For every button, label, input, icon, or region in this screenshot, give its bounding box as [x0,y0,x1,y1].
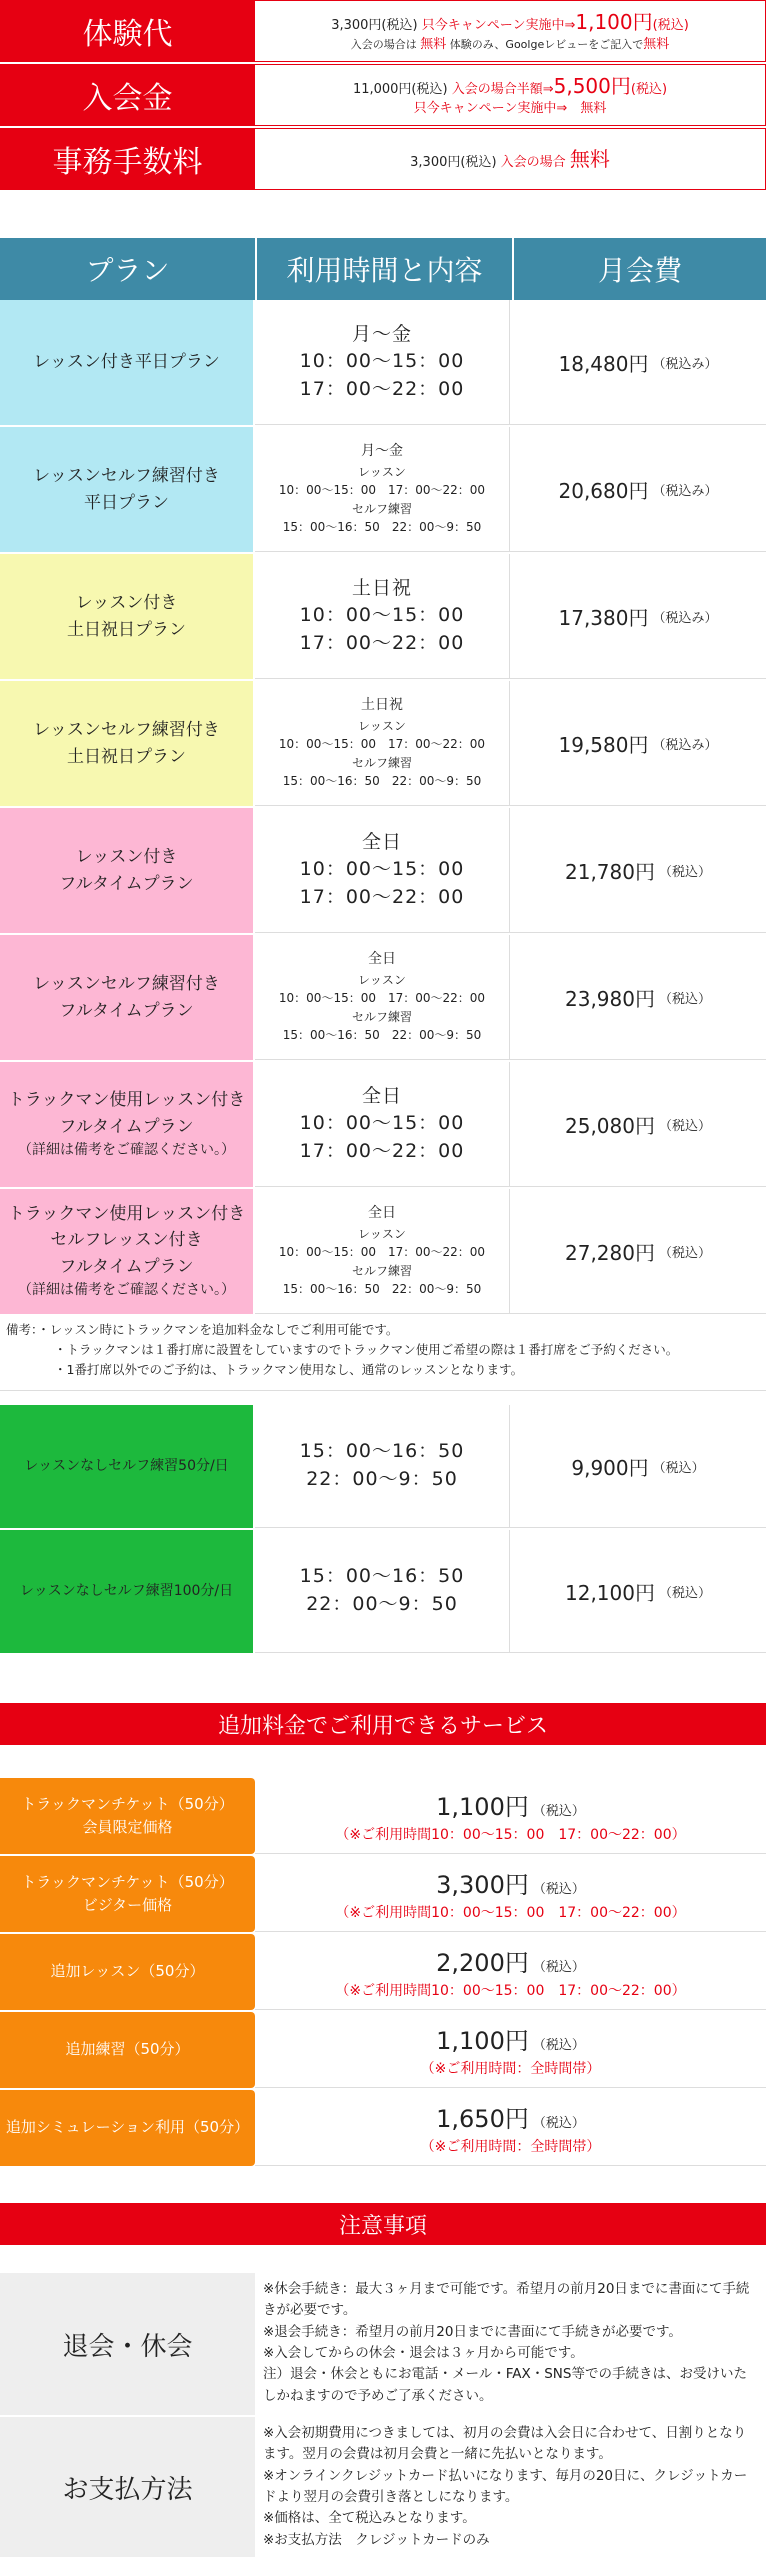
plan-name [0,554,255,679]
tax-note: （税込） [532,2116,585,2131]
plan-name-line: （詳細は備考をご確認ください。） [18,1142,235,1158]
note-line: ※価格は、全て税込みとなります。 [263,2510,476,2527]
header-plan: プラン [0,238,257,300]
plan-time-line: 全日 [361,1084,402,1107]
plan-row [0,808,766,935]
plan-time [255,554,510,679]
plan-price: 18,480円 [558,351,649,376]
plan-price: 9,900円 [571,1455,649,1480]
free-text: 無料 [643,36,670,52]
fee-regular-price: 3,300円(税込) [331,17,418,33]
plan-time-line: レッスン [358,1226,406,1241]
plan-name-lines [33,349,220,375]
extra-service-name-lines [6,2116,249,2139]
plan-time-line: レッスン [358,464,406,479]
campaign-text: 只今キャンペーン実施中⇒ [421,17,576,33]
extra-time-note: （※ご利用時間10：00～15：00 17：00～22：00） [335,1983,686,1999]
tax-note: (税込) [630,81,668,97]
remark-line: 備考：・レッスン時にトラックマンを追加料金なしでご利用可能です。 [6,1322,399,1337]
extra-price-line [436,2021,585,2056]
note-body [255,2273,766,2415]
extra-service-detail [255,1934,766,2010]
extra-service-row [0,2090,766,2168]
extra-service-name-line: 追加練習（50分） [65,2040,190,2059]
header-fee: 月会費 [597,254,682,287]
fee-regular-price: 11,000円(税込) [352,81,448,97]
plan-time-line: 22：00～9：50 [306,1593,458,1615]
plan-time-line: 全日 [368,1204,396,1221]
remark-line: ・トラックマンは１番打席に設置をしていますのでトラックマン使用ご希望の際は１番打席をご予約ください。 [54,1342,679,1357]
plan-time [255,1405,510,1528]
extra-service-name [0,2012,255,2088]
plan-time-line: 10：00～15：00 17：00～22：00 [278,737,486,752]
plan-time-line: 15：00～16：50 22：00～9：50 [282,520,482,535]
note-line: ※休会手続き：最大３ヶ月まで可能です。希望月の前月20日までに書面にて手続きが必要です。 [263,2281,750,2319]
plan-time-line: 17：00～22：00 [299,1139,465,1162]
plan-time-line: セルフ練習 [351,755,412,770]
plan-time-line: 10：00～15：00 [299,858,465,881]
plan-time-line: 15：00～16：50 22：00～9：50 [282,1028,482,1043]
plan-time-line: 10：00～15：00 17：00～22：00 [278,991,486,1006]
plan-row [0,1062,766,1189]
fee-row-admin [0,128,766,192]
plan-name-lines [59,844,193,897]
plan-name-line: レッスン付き [75,593,178,614]
extra-service-name-line: ビジター価格 [82,1896,173,1914]
extra-time-note: （※ご利用時間10：00～15：00 17：00～22：00） [335,1827,686,1843]
plan-rows [0,300,766,1316]
extra-service-detail [255,2012,766,2088]
note-body [255,2417,766,2557]
plan-fee [510,300,766,425]
fee-detail [255,0,766,62]
plan-time [255,1062,510,1187]
extra-service-detail [255,1778,766,1854]
plan-name-line: セルフレッスン付き [50,1230,203,1251]
extra-service-name-lines [21,1793,233,1840]
review-condition-text: 体験のみ、Goolgeレビューをご記入で [449,37,644,51]
plan-row [0,427,766,554]
extra-price: 2,200円 [436,1949,529,1977]
plan-fee [510,427,766,552]
plan-name-line: トラックマン使用レッスン付き [7,1204,246,1225]
free-text: 無料 [580,100,607,116]
plan-name: レッスンなしセルフ練習50分/日 [0,1405,255,1528]
fee-label: 体験代 [0,0,255,62]
note-line: ※オンラインクレジットカード払いになります、毎月の20日に、クレジットカードより翌月の会費引き落としになります。 [263,2467,748,2505]
note-line: ※入会初期費用につきましては、初月の会費は入会日に合わせて、日割りとなります。翌月の会費は初月会費と一緒に先払いとなります。 [263,2425,747,2463]
note-label: 退会・休会 [0,2273,255,2415]
plan-name-line: レッスンセルフ練習付き [33,466,220,487]
plan-time [255,808,510,933]
plan-name-lines [33,463,220,516]
free-text: 無料 [420,36,447,52]
campaign-text: 入会の場合半額⇒ [451,81,554,97]
plan-row [0,681,766,808]
plan-name-line: （詳細は備考をご確認ください。） [18,1282,235,1299]
tax-note: （税込） [532,1960,585,1975]
plan-time-line: 10：00～15：00 [299,1112,465,1135]
free-text: 無料 [569,146,610,171]
plan-name [0,808,255,933]
plan-fee [510,554,766,679]
plan-row [0,554,766,681]
note-row [0,2417,766,2559]
extra-service-row [0,1934,766,2012]
plan-price: 27,280円 [565,1240,655,1265]
plan-time-line: セルフ練習 [351,1009,412,1024]
plan-name [0,681,255,806]
extra-service-name [0,2090,255,2166]
tax-note: （税込） [532,1882,585,1897]
plan-fee [510,1530,766,1653]
extra-service-detail [255,2090,766,2166]
extra-service-row [0,1856,766,1934]
condition-text: 入会の場合は [350,37,417,51]
extra-service-name-lines [51,1960,205,1983]
note-line: ※退会手続き：希望月の前月20日までに書面にて手続きが必要です。 [263,2323,682,2340]
plan-time-line: レッスン [358,972,406,987]
plan-name-line: フルタイムプラン [59,1000,194,1021]
extra-price: 1,100円 [436,1793,529,1821]
plan-name: レッスンなしセルフ練習100分/日 [0,1530,255,1653]
plan-name [0,1189,255,1314]
tax-note: （税込） [658,991,711,1007]
plan-price: 12,100円 [565,1580,655,1605]
plan-time-line: 17：00～22：00 [299,631,465,654]
plan-price: 20,680円 [558,478,649,503]
extra-time-note: （※ご利用時間：全時間帯） [420,2139,601,2155]
tax-note: （税込） [532,1804,585,1819]
plan-table [0,238,766,1655]
extra-service-row [0,2012,766,2090]
extras-title: 追加料金でご利用できるサービス [0,1703,766,1745]
plan-name-lines [33,971,220,1024]
plan-time-line: 15：00～16：50 [299,1440,465,1463]
fee-regular-price: 3,300円(税込) [410,154,497,170]
plan-row [0,300,766,427]
extra-time-note: （※ご利用時間10：00～15：00 17：00～22：00） [335,1905,686,1921]
plan-name-line: レッスン付き平日プラン [33,352,220,373]
plan-fee [510,1189,766,1314]
extra-price-line [436,1865,585,1900]
plan-row [0,935,766,1062]
campaign-price: 1,100円 [575,9,653,34]
tax-note: （税込み） [652,483,718,499]
plan-time [255,1189,510,1314]
plan-fee [510,935,766,1060]
note-label: お支払方法 [0,2417,255,2557]
tax-note: （税込） [658,864,711,880]
remark-line: ・1番打席以外でのご予約は、トラックマン使用なし、通常のレッスンとなります。 [54,1362,524,1377]
fee-label: 入会金 [0,64,255,126]
extra-service-name-line: 会員限定価格 [82,1818,173,1836]
fee-row-admission [0,64,766,128]
plan-name-lines [8,1201,246,1302]
tax-note: （税込み） [652,356,718,372]
self-plan-row [0,1530,766,1655]
extra-service-name-line: トラックマンチケット（50分） [21,1794,234,1813]
extra-time-note: （※ご利用時間：全時間帯） [420,2061,601,2077]
plan-name-line: レッスン付き [75,847,178,868]
plan-name-line: トラックマン使用レッスン付き [7,1090,246,1111]
plan-price: 25,080円 [565,1113,655,1138]
plan-name-lines [8,1087,246,1161]
plan-name-line: 土日祝日プラン [67,746,186,767]
plan-price: 17,380円 [558,605,649,630]
plan-name-lines [33,717,220,770]
fee-detail [255,64,766,126]
extra-price-line [436,1787,585,1822]
plan-time-line: 土日祝 [351,576,412,599]
fee-label: 事務手数料 [0,128,255,190]
plan-time-line: レッスン [358,718,406,733]
plan-name [0,427,255,552]
plan-time-line: 17：00～22：00 [299,377,465,400]
plan-name-lines [67,590,186,643]
plan-price: 23,980円 [565,986,655,1011]
plan-time-line: 15：00～16：50 22：00～9：50 [282,774,482,789]
self-plan-row [0,1405,766,1530]
plan-name-line: フルタイムプラン [59,873,194,894]
plan-row [0,1189,766,1316]
tax-note: （税込） [652,1460,705,1476]
extra-price-line [436,2099,585,2134]
extra-service-detail [255,1856,766,1932]
extra-service-name [0,1856,255,1932]
tax-note: （税込） [532,2038,585,2053]
plan-name-line: レッスンセルフ練習付き [33,974,220,995]
plan-fee [510,681,766,806]
fee-row-trial [0,0,766,64]
plan-time-line: 10：00～15：00 [299,604,465,627]
plan-time-line: 全日 [361,830,402,853]
plan-time-line: 月～金 [361,442,403,459]
extra-price: 1,650円 [436,2105,529,2133]
plan-price: 21,780円 [565,859,655,884]
plan-time [255,427,510,552]
extra-service-name-lines [21,1871,233,1918]
tax-note: （税込） [658,1118,711,1134]
plan-time-line: セルフ練習 [351,1263,412,1278]
plan-time [255,1530,510,1653]
extra-price-line [436,1943,585,1978]
plan-price: 19,580円 [558,732,649,757]
campaign-text: 只今キャンペーン実施中⇒ [413,100,568,116]
note-row [0,2273,766,2417]
note-line: 注）退会・休会ともにお電話・メール・FAX・SNS等での手続きは、お受けいたしかねますので予めご了承ください。 [263,2366,747,2404]
extra-service-name-line: トラックマンチケット（50分） [21,1872,234,1891]
extra-price: 1,100円 [436,2027,529,2055]
plan-time [255,681,510,806]
plan-time-line: セルフ練習 [351,501,412,516]
tax-note: (税込) [652,17,689,33]
extras-table [0,1778,766,2168]
fee-table [0,0,766,192]
plan-fee [510,1062,766,1187]
plan-fee [510,1405,766,1528]
tax-note: （税込み） [652,737,718,753]
plan-name-line: レッスンセルフ練習付き [33,720,220,741]
plan-name [0,935,255,1060]
plan-name [0,300,255,425]
plan-fee [510,808,766,933]
plan-time [255,935,510,1060]
extra-price: 3,300円 [436,1871,529,1899]
plan-time-line: 10：00～15：00 17：00～22：00 [278,1245,486,1260]
header-time: 利用時間と内容 [257,238,514,300]
tax-note: （税込） [658,1585,711,1601]
plan-name-line: フルタイムプラン [59,1256,194,1277]
plan-table-header [0,238,766,300]
plan-time-line: 全日 [368,950,396,967]
plan-time-line: 15：00～16：50 [299,1565,465,1588]
plan-time-line: 22：00～9：50 [306,1468,458,1490]
plan-time-line: 10：00～15：00 17：00～22：00 [278,483,486,498]
plan-time-line: 月～金 [351,322,412,345]
notes-title: 注意事項 [0,2203,766,2245]
extra-service-name-line: 追加レッスン（50分） [50,1962,205,1981]
plan-time [255,300,510,425]
note-line: ※入会してからの休会・退会は３ヶ月から可能です。 [263,2344,584,2361]
plan-name-line: フルタイムプラン [59,1116,194,1137]
plan-name [0,1062,255,1187]
tax-note: （税込） [658,1245,711,1261]
plan-time-line: 17：00～22：00 [299,885,465,908]
extra-service-name [0,1778,255,1854]
plan-time-line: 10：00～15：00 [299,350,465,373]
campaign-price: 5,500円 [553,73,631,98]
tax-note: （税込み） [652,610,718,626]
remarks [0,1316,766,1391]
extra-service-name-lines [65,2038,189,2061]
notes-table [0,2273,766,2559]
plan-name-line: 平日プラン [84,492,169,513]
plan-name-line: 土日祝日プラン [67,619,186,640]
self-plan-rows [0,1405,766,1655]
campaign-text: 入会の場合 [500,154,566,170]
plan-time-line: 土日祝 [361,696,403,713]
extra-service-name [0,1934,255,2010]
fee-detail [255,128,766,190]
plan-time-line: 15：00～16：50 22：00～9：50 [282,1282,482,1297]
extra-service-row [0,1778,766,1856]
extra-service-name-line: 追加シミュレーション利用（50分） [5,2118,250,2137]
note-line: ※お支払方法 クレジットカードのみ [263,2531,490,2548]
